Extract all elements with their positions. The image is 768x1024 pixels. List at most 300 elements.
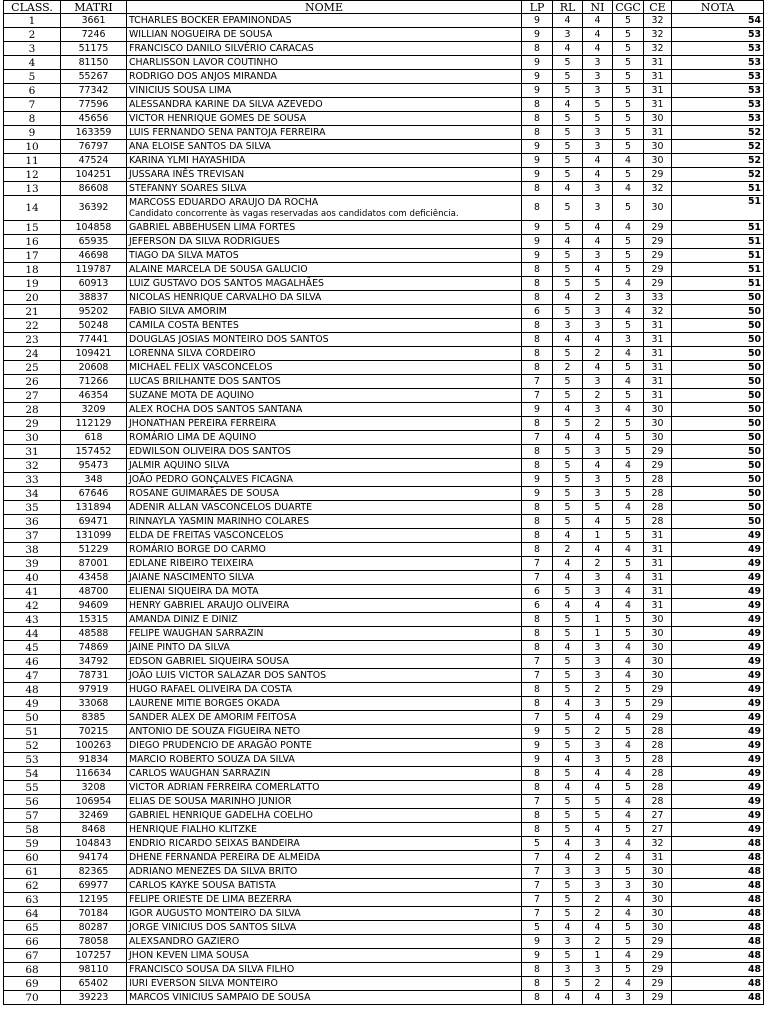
cell-lp: 8 [522,291,553,305]
cell-cgc: 5 [613,515,644,529]
cell-cgc: 4 [613,711,644,725]
cell-nota: 50 [672,305,764,319]
cell-nota: 48 [672,893,764,907]
cell-ni: 3 [583,487,613,501]
cell-nota: 48 [672,991,764,1005]
cell-cgc: 5 [613,487,644,501]
cell-rl: 5 [553,417,583,431]
cell-ni: 2 [583,935,613,949]
cell-matri: 32469 [61,809,127,823]
cell-ce: 30 [644,893,672,907]
cell-ce: 29 [644,963,672,977]
cell-rl: 5 [553,473,583,487]
cell-cgc: 5 [613,28,644,42]
cell-class: 44 [4,627,61,641]
cell-ni: 3 [583,963,613,977]
cell-cgc: 4 [613,655,644,669]
cell-ni: 1 [583,529,613,543]
cell-ce: 30 [644,641,672,655]
cell-ce: 29 [644,235,672,249]
cell-nota: 49 [672,585,764,599]
cell-class: 55 [4,781,61,795]
cell-ce: 33 [644,291,672,305]
cell-nota: 50 [672,389,764,403]
cell-class: 7 [4,98,61,112]
cell-matri: 77441 [61,333,127,347]
cell-ni: 3 [583,84,613,98]
cell-class: 8 [4,112,61,126]
cell-ce: 31 [644,599,672,613]
cell-ni: 3 [583,837,613,851]
cell-ce: 32 [644,182,672,196]
cell-ce: 31 [644,375,672,389]
cell-nome: FELIPE ORIESTE DE LIMA BEZERRA [127,893,522,907]
cell-ni: 2 [583,347,613,361]
cell-rl: 5 [553,221,583,235]
cell-ni: 2 [583,977,613,991]
table-row [4,459,764,473]
cell-ni: 3 [583,305,613,319]
cell-nota: 49 [672,613,764,627]
cell-nome: TIAGO DA SILVA MATOS [127,249,522,263]
cell-ce: 28 [644,487,672,501]
cell-ni: 2 [583,389,613,403]
table-row [4,683,764,697]
table-row [4,305,764,319]
cell-nome: ADRIANO MENEZES DA SILVA BRITO [127,865,522,879]
cell-ce: 32 [644,42,672,56]
cell-lp: 8 [522,823,553,837]
cell-ni: 4 [583,431,613,445]
cell-class: 31 [4,445,61,459]
cell-nota: 49 [672,767,764,781]
cell-nome: JHONATHAN PEREIRA FERREIRA [127,417,522,431]
cell-nome: JALMIR AQUINO SILVA [127,459,522,473]
cell-nota: 49 [672,669,764,683]
cell-ni: 3 [583,879,613,893]
cell-ni: 3 [583,56,613,70]
table-row [4,42,764,56]
cell-cgc: 4 [613,795,644,809]
cell-rl: 2 [553,361,583,375]
cell-nome: ALAINE MARCELA DE SOUSA GALUCIO [127,263,522,277]
cell-ni: 1 [583,613,613,627]
table-row [4,28,764,42]
table-row [4,711,764,725]
cell-nome: DHENE FERNANDA PEREIRA DE ALMEIDA [127,851,522,865]
cell-class: 50 [4,711,61,725]
cell-cgc: 4 [613,221,644,235]
cell-nome: JEFERSON DA SILVA RODRIGUES [127,235,522,249]
cell-rl: 5 [553,613,583,627]
cell-nota: 51 [672,277,764,291]
cell-matri: 76797 [61,140,127,154]
cell-rl: 5 [553,907,583,921]
cell-nota: 51 [672,196,764,221]
cell-rl: 5 [553,154,583,168]
cell-lp: 8 [522,319,553,333]
cell-matri: 80287 [61,921,127,935]
cell-nota: 48 [672,935,764,949]
cell-matri: 81150 [61,56,127,70]
cell-cgc: 5 [613,613,644,627]
cell-class: 15 [4,221,61,235]
cell-ni: 5 [583,795,613,809]
cell-nota: 49 [672,697,764,711]
cell-ce: 28 [644,753,672,767]
cell-class: 39 [4,557,61,571]
cell-ce: 29 [644,459,672,473]
cell-cgc: 4 [613,347,644,361]
cell-rl: 4 [553,571,583,585]
cell-nota: 53 [672,98,764,112]
cell-matri: 87001 [61,557,127,571]
cell-class: 26 [4,375,61,389]
cell-ce: 30 [644,140,672,154]
cell-lp: 7 [522,655,553,669]
cell-lp: 7 [522,851,553,865]
cell-cgc: 5 [613,112,644,126]
cell-ce: 29 [644,977,672,991]
cell-rl: 3 [553,963,583,977]
table-row [4,235,764,249]
cell-cgc: 4 [613,305,644,319]
cell-nome: MARCIO ROBERTO SOUZA DA SILVA [127,753,522,767]
cell-ni: 4 [583,823,613,837]
table-row [4,753,764,767]
cell-matri: 67646 [61,487,127,501]
cell-class: 62 [4,879,61,893]
cell-class: 30 [4,431,61,445]
cell-cgc: 5 [613,963,644,977]
candidate-note: Candidato concorrente às vagas reservadas aos candidatos com deficiência. [129,208,459,219]
cell-nome: MARCOS VINICIUS SAMPAIO DE SOUSA [127,991,522,1005]
cell-class: 5 [4,70,61,84]
cell-ce: 30 [644,403,672,417]
table-row [4,585,764,599]
table-row [4,403,764,417]
cell-cgc: 3 [613,333,644,347]
cell-matri: 97919 [61,683,127,697]
cell-cgc: 4 [613,154,644,168]
results-table [3,0,764,1005]
cell-rl: 4 [553,529,583,543]
cell-ce: 32 [644,28,672,42]
cell-rl: 5 [553,711,583,725]
table-row [4,168,764,182]
cell-nota: 48 [672,977,764,991]
cell-ni: 3 [583,445,613,459]
cell-cgc: 5 [613,42,644,56]
cell-nota: 49 [672,571,764,585]
cell-lp: 7 [522,431,553,445]
cell-cgc: 4 [613,893,644,907]
cell-cgc: 5 [613,823,644,837]
cell-class: 49 [4,697,61,711]
cell-nota: 49 [672,739,764,753]
cell-nota: 50 [672,347,764,361]
cell-ce: 30 [644,669,672,683]
cell-ce: 30 [644,907,672,921]
cell-matri: 69471 [61,515,127,529]
cell-lp: 6 [522,599,553,613]
cell-rl: 4 [553,837,583,851]
cell-class: 9 [4,126,61,140]
cell-cgc: 5 [613,683,644,697]
cell-lp: 8 [522,347,553,361]
cell-nome: FRANCISCO DANILO SILVÉRIO CARACAS [127,42,522,56]
cell-lp: 9 [522,487,553,501]
cell-ni: 2 [583,683,613,697]
cell-matri: 34792 [61,655,127,669]
cell-nome: NICOLAS HENRIQUE CARVALHO DA SILVA [127,291,522,305]
table-row [4,182,764,196]
cell-ce: 28 [644,473,672,487]
cell-nota: 48 [672,907,764,921]
col-header-ce: CE [644,1,672,14]
cell-nome: HUGO RAFAEL OLIVEIRA DA COSTA [127,683,522,697]
cell-cgc: 5 [613,70,644,84]
cell-rl: 5 [553,56,583,70]
cell-nota: 54 [672,14,764,28]
cell-nota: 51 [672,249,764,263]
cell-cgc: 4 [613,641,644,655]
cell-lp: 7 [522,795,553,809]
col-header-class: CLASS. [4,1,61,14]
cell-matri: 55267 [61,70,127,84]
table-row [4,641,764,655]
cell-cgc: 5 [613,753,644,767]
table-row [4,361,764,375]
cell-ni: 5 [583,112,613,126]
cell-lp: 8 [522,196,553,221]
table-row [4,487,764,501]
cell-matri: 98110 [61,963,127,977]
cell-matri: 91834 [61,753,127,767]
cell-class: 11 [4,154,61,168]
cell-class: 59 [4,837,61,851]
cell-ni: 4 [583,168,613,182]
col-header-matri: MATRI [61,1,127,14]
cell-nota: 49 [672,641,764,655]
cell-matri: 78058 [61,935,127,949]
cell-nome: VICTOR ADRIAN FERREIRA COMERLATTO [127,781,522,795]
cell-nota: 51 [672,263,764,277]
cell-rl: 5 [553,70,583,84]
cell-rl: 5 [553,655,583,669]
table-row [4,669,764,683]
col-header-nota: NOTA [672,1,764,14]
cell-ce: 30 [644,655,672,669]
cell-ce: 29 [644,711,672,725]
cell-class: 2 [4,28,61,42]
cell-nota: 50 [672,319,764,333]
cell-ce: 29 [644,277,672,291]
cell-ni: 4 [583,543,613,557]
cell-cgc: 4 [613,182,644,196]
cell-rl: 5 [553,585,583,599]
cell-matri: 46698 [61,249,127,263]
cell-class: 46 [4,655,61,669]
cell-lp: 9 [522,70,553,84]
cell-cgc: 5 [613,725,644,739]
cell-ce: 31 [644,361,672,375]
cell-matri: 51175 [61,42,127,56]
cell-lp: 9 [522,154,553,168]
cell-class: 32 [4,459,61,473]
cell-class: 48 [4,683,61,697]
cell-matri: 94609 [61,599,127,613]
cell-ce: 30 [644,196,672,221]
cell-rl: 5 [553,249,583,263]
cell-lp: 7 [522,879,553,893]
table-row [4,154,764,168]
cell-ce: 30 [644,921,672,935]
cell-matri: 74869 [61,641,127,655]
cell-cgc: 5 [613,361,644,375]
cell-ce: 29 [644,697,672,711]
cell-nome: ROSANE GUIMARÃES DE SOUSA [127,487,522,501]
cell-rl: 5 [553,893,583,907]
cell-rl: 5 [553,277,583,291]
table-row [4,277,764,291]
cell-ni: 3 [583,70,613,84]
cell-nome: IGOR AUGUSTO MONTEIRO DA SILVA [127,907,522,921]
cell-rl: 5 [553,809,583,823]
cell-cgc: 3 [613,879,644,893]
cell-nome: CARLOS WAUGHAN SARRAZIN [127,767,522,781]
cell-cgc: 4 [613,669,644,683]
cell-lp: 9 [522,56,553,70]
cell-nome: ELDA DE FREITAS VASCONCELOS [127,529,522,543]
cell-ni: 3 [583,473,613,487]
cell-class: 3 [4,42,61,56]
cell-lp: 8 [522,515,553,529]
cell-matri: 65402 [61,977,127,991]
cell-lp: 7 [522,669,553,683]
cell-rl: 4 [553,697,583,711]
cell-matri: 348 [61,473,127,487]
table-row [4,739,764,753]
cell-cgc: 5 [613,417,644,431]
cell-nome: ROMÁRIO LIMA DE AQUINO [127,431,522,445]
cell-class: 20 [4,291,61,305]
cell-class: 63 [4,893,61,907]
table-row [4,515,764,529]
cell-ce: 30 [644,112,672,126]
cell-ce: 30 [644,627,672,641]
cell-cgc: 4 [613,907,644,921]
table-row [4,795,764,809]
cell-lp: 8 [522,613,553,627]
table-row [4,893,764,907]
table-row [4,697,764,711]
cell-class: 13 [4,182,61,196]
cell-nome: ANA ELOISE SANTOS DA SILVA [127,140,522,154]
table-row [4,529,764,543]
cell-matri: 38837 [61,291,127,305]
cell-rl: 4 [553,557,583,571]
cell-lp: 8 [522,529,553,543]
table-row [4,977,764,991]
cell-lp: 9 [522,935,553,949]
cell-matri: 131894 [61,501,127,515]
cell-cgc: 4 [613,585,644,599]
cell-matri: 100263 [61,739,127,753]
cell-nome: ANTONIO DE SOUZA FIGUEIRA NETO [127,725,522,739]
cell-nome: JORGE VINICIUS DOS SANTOS SILVA [127,921,522,935]
cell-nome: FELIPE WAUGHAN SARRAZIN [127,627,522,641]
cell-ni: 4 [583,767,613,781]
cell-rl: 5 [553,977,583,991]
cell-nome: LUCAS BRILHANTE DOS SANTOS [127,375,522,389]
cell-ni: 4 [583,515,613,529]
cell-cgc: 5 [613,389,644,403]
table-row [4,333,764,347]
cell-nota: 50 [672,403,764,417]
cell-lp: 5 [522,921,553,935]
cell-ce: 31 [644,585,672,599]
cell-nome: MICHAEL FELIX VASCONCELOS [127,361,522,375]
table-row [4,473,764,487]
cell-class: 18 [4,263,61,277]
cell-matri: 3661 [61,14,127,28]
cell-matri: 8385 [61,711,127,725]
cell-lp: 9 [522,473,553,487]
cell-class: 17 [4,249,61,263]
cell-ce: 29 [644,683,672,697]
cell-nome: AMANDA DINIZ E DINIZ [127,613,522,627]
cell-class: 14 [4,196,61,221]
table-row [4,347,764,361]
cell-ni: 4 [583,221,613,235]
col-header-ni: NI [583,1,613,14]
cell-ni: 2 [583,907,613,921]
table-row [4,655,764,669]
col-header-nome: NOME [127,1,522,14]
cell-rl: 4 [553,753,583,767]
cell-lp: 8 [522,991,553,1005]
cell-nome: FABIO SILVA AMORIM [127,305,522,319]
cell-rl: 5 [553,501,583,515]
cell-matri: 157452 [61,445,127,459]
cell-nota: 50 [672,515,764,529]
cell-lp: 8 [522,781,553,795]
cell-class: 16 [4,235,61,249]
cell-ni: 4 [583,459,613,473]
cell-rl: 4 [553,98,583,112]
cell-nota: 49 [672,557,764,571]
cell-rl: 4 [553,333,583,347]
cell-nome: CAMILA COSTA BENTES [127,319,522,333]
cell-rl: 5 [553,879,583,893]
cell-ce: 29 [644,949,672,963]
cell-rl: 5 [553,347,583,361]
cell-ce: 28 [644,795,672,809]
table-row [4,725,764,739]
cell-ni: 1 [583,627,613,641]
cell-cgc: 5 [613,529,644,543]
cell-class: 43 [4,613,61,627]
cell-matri: 3209 [61,403,127,417]
cell-rl: 5 [553,263,583,277]
cell-ni: 4 [583,361,613,375]
cell-lp: 7 [522,571,553,585]
cell-nota: 48 [672,879,764,893]
cell-matri: 112129 [61,417,127,431]
cell-cgc: 4 [613,403,644,417]
cell-nome: JUSSARA INÊS TREVISAN [127,168,522,182]
